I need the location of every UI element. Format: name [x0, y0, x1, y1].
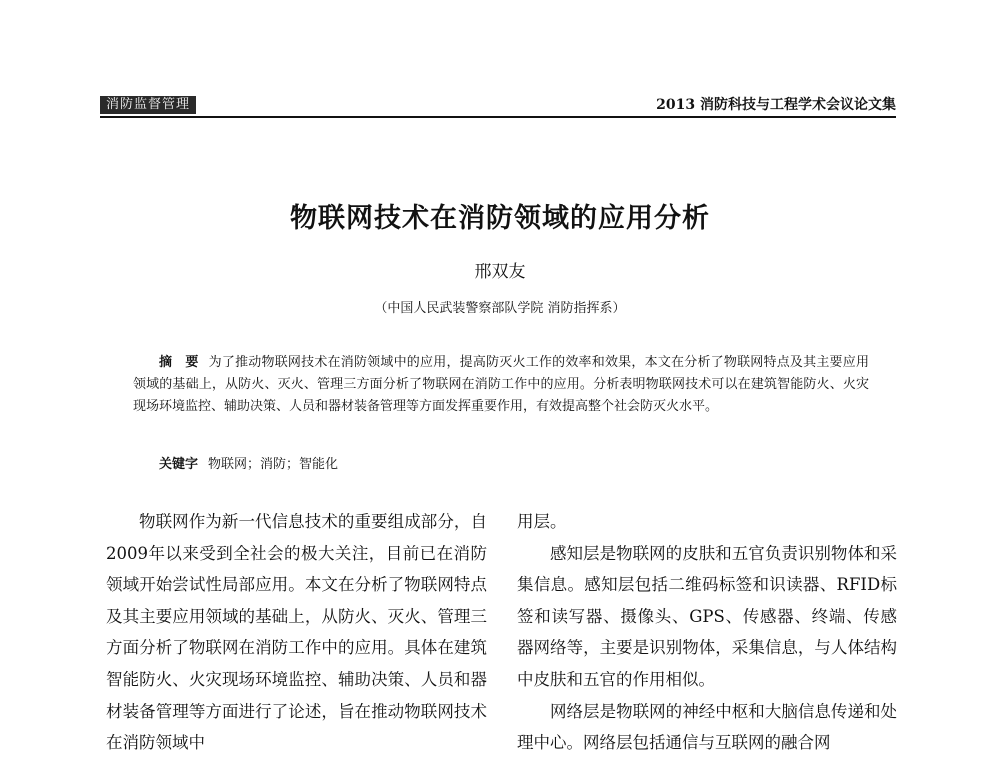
- body-paragraph: 物联网作为新一代信息技术的重要组成部分，自2009年以来受到全社会的极大关注，目前已在消防领域开始尝试性局部应用。本文在分析了物联网特点及其主要应用领域的基础上，从防火、灭火、管理三方面分析了物联网在消防工作中的应用。具体在建筑智能防火、火灾现场环境监控、辅助决策、人员和器材装备管理等方面进行了论述，旨在推动物联网技术在消防领域中: [106, 512, 487, 753]
- paper-title: 物联网技术在消防领域的应用分析: [290, 203, 710, 234]
- keywords: [159, 455, 338, 475]
- body-column-right: [517, 506, 897, 759]
- body-paragraph: 网络层是物联网的神经中枢和大脑信息传递和处理中心。网络层包括通信与互联网的融合网: [517, 701, 897, 753]
- abstract-label: 摘 要: [159, 355, 199, 370]
- abstract: [133, 352, 869, 418]
- section-tag: 消防监督管理: [100, 96, 196, 114]
- abstract-text: 为了推动物联网技术在消防领域中的应用，提高防灭火工作的效率和效果，本文在分析了物联网特点及其主要应用领域的基础上，从防火、灭火、管理三方面分析了物联网在消防工作中的应用。分析表明物联网技术可以在建筑智能防火、火灾现场环境监控、辅助决策、人员和器材装备管理等方面发挥重要作用，有效提高整个社会防灭火水平。: [133, 355, 869, 414]
- keywords-label: 关键字: [159, 457, 199, 472]
- body-paragraph-continued: 用层。: [517, 512, 567, 531]
- body-column-left: [106, 506, 487, 759]
- running-header: [100, 96, 896, 114]
- body-paragraph: 感知层是物联网的皮肤和五官负责识别物体和采集信息。感知层包括二维码标签和识读器、RFID标签和读写器、摄像头、GPS、传感器、终端、传感器网络等，主要是识别物体，采集信息，与人体结构中皮肤和五官的作用相似。: [517, 543, 897, 689]
- author-name: 邢双友: [474, 262, 526, 282]
- keywords-text: 物联网；消防；智能化: [208, 457, 339, 472]
- conference-title: 2013 消防科技与工程学术会议论文集: [656, 97, 896, 113]
- header-rule: [100, 116, 896, 118]
- author-affiliation: （中国人民武装警察部队学院 消防指挥系）: [374, 301, 626, 316]
